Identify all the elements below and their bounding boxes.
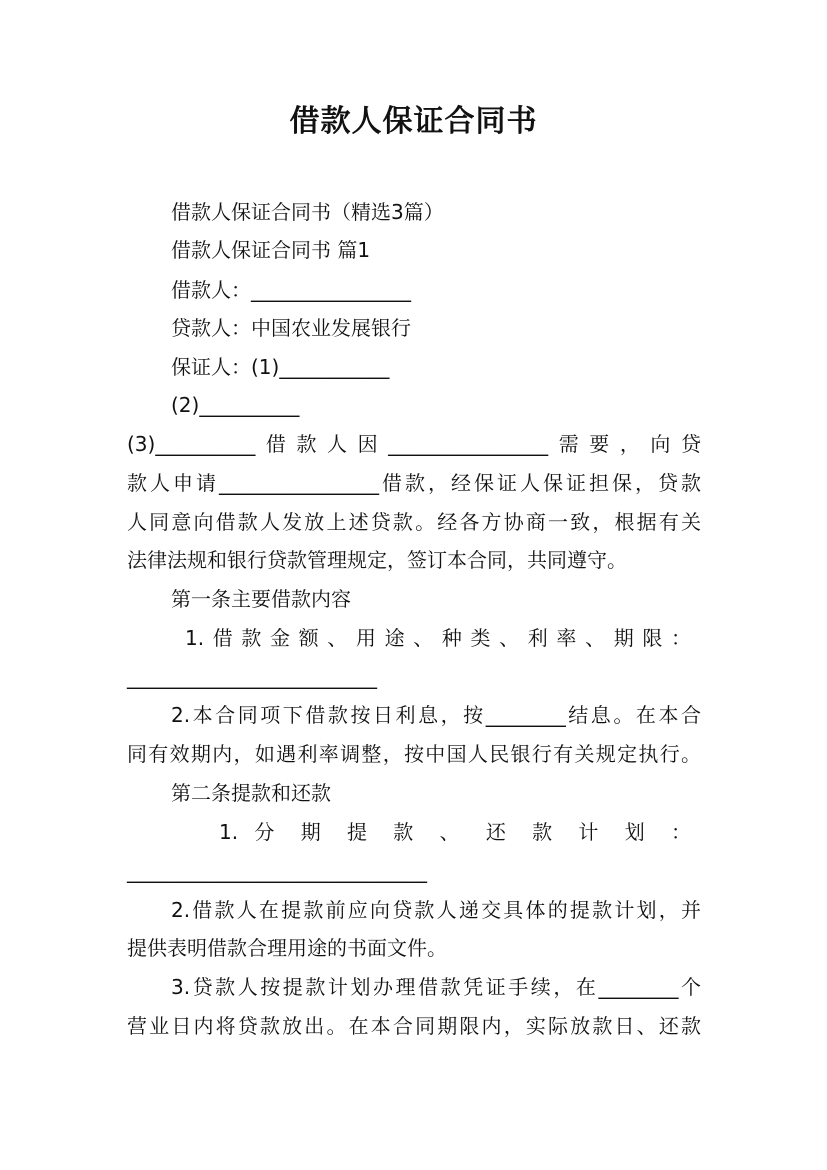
paragraph-line: 人同意向借款人发放上述贷款。经各方协商一致，根据有关	[127, 510, 701, 534]
paragraph-line: 款人申请________________借款，经保证人保证担保，贷款	[127, 471, 701, 495]
document-title: 借款人保证合同书	[289, 104, 538, 139]
paragraph-line: 2.借款人在提款前应向贷款人递交具体的提款计划，并	[171, 898, 701, 922]
paragraph-line: 借款人：________________	[171, 278, 411, 302]
section-heading: 第一条主要借款内容	[171, 587, 351, 611]
paragraph-line: 2.本合同项下借款按日利息，按________结息。在本合	[171, 703, 701, 727]
blank-line: _________________________	[127, 665, 377, 689]
paragraph-line: 同有效期内，如遇利率调整，按中国人民银行有关规定执行。	[127, 742, 701, 766]
paragraph-line: 借款人保证合同书 篇1	[171, 238, 371, 262]
paragraph-line: (2)__________	[171, 393, 300, 417]
paragraph-line: 1. 分 期 提 款 、 还 款 计 划 ：	[219, 820, 691, 844]
paragraph-line: 借款人保证合同书（精选3篇）	[171, 200, 444, 224]
paragraph-line: 3.贷款人按提款计划办理借款凭证手续，在________个	[171, 975, 701, 999]
paragraph-line: 法律法规和银行贷款管理规定，签订本合同，共同遵守。	[127, 548, 627, 572]
section-heading: 第二条提款和还款	[171, 781, 331, 805]
paragraph-line: (3)__________借款人因________________需要，向贷	[127, 432, 701, 456]
paragraph-line: 1.借款金额、用途、种类、利率、期限：	[185, 626, 691, 650]
paragraph-line: 营业日内将贷款放出。在本合同期限内，实际放款日、还款	[127, 1014, 701, 1038]
paragraph-line: 提供表明借款合理用途的书面文件。	[127, 936, 447, 960]
blank-line: ______________________________	[127, 859, 427, 883]
paragraph-line: 保证人：(1)___________	[171, 355, 390, 379]
paragraph-line: 贷款人：中国农业发展银行	[171, 316, 411, 340]
